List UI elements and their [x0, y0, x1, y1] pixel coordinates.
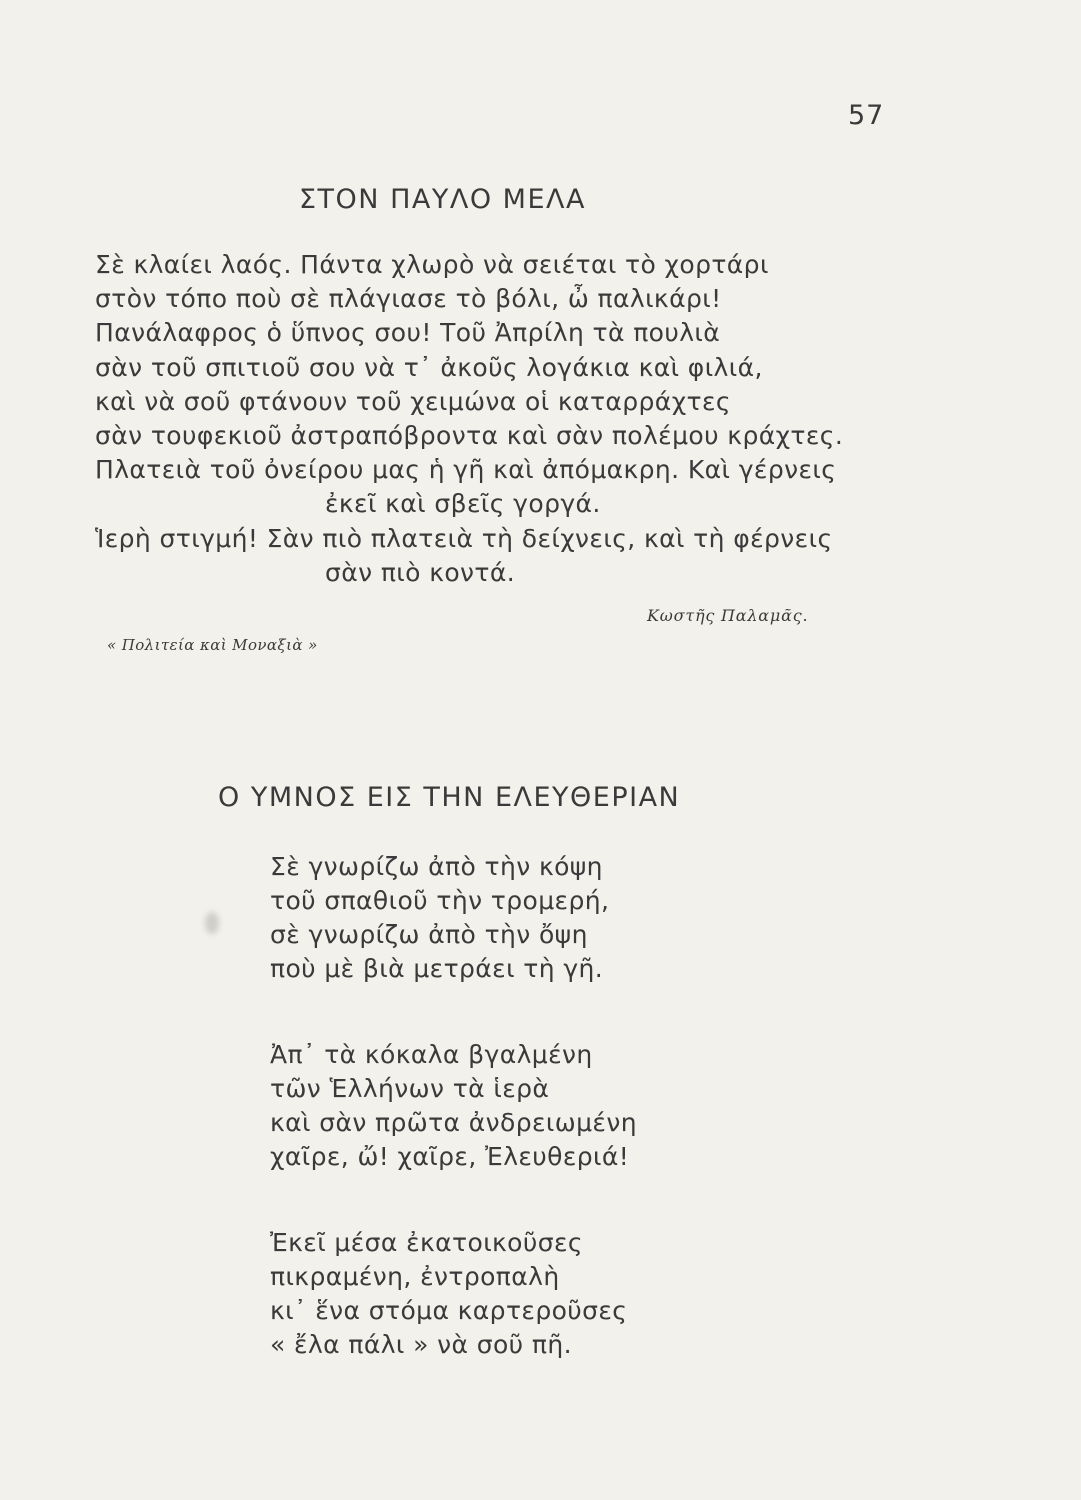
poem-line: χαῖρε, ὤ! χαῖρε, Ἐλευθεριά! [270, 1142, 630, 1171]
stanza [270, 1226, 970, 1362]
poem-line: στὸν τόπο ποὺ σὲ πλάγιασε τὸ βόλι, ὦ παλικάρι! [95, 284, 722, 314]
poem-line: τοῦ σπαθιοῦ τὴν τρομερή, [270, 886, 610, 915]
poem-line: ἐκεῖ καὶ σβεῖς γοργά. [325, 489, 601, 519]
poem-line: Σὲ κλαίει λαός. Πάντα χλωρὸ νὰ σειέται τὸ χορτάρι [95, 250, 769, 279]
poem-source: « Πολιτεία καὶ Μοναξιὰ » [107, 636, 318, 654]
poem-line: Ἀπ᾿ τὰ κόκαλα βγαλμένη [270, 1040, 593, 1069]
page-number: 57 [848, 100, 885, 131]
poem-line: Ἱερὴ στιγμή! Σὰν πιὸ πλατειὰ τὴ δείχνεις, καὶ τὴ φέρνεις [95, 523, 833, 553]
poem-line: σὰν πιὸ κοντά. [325, 557, 516, 587]
author-signature: Κωστῆς Παλαμᾶς. [647, 606, 809, 625]
poem-line: ποὺ μὲ βιὰ μετράει τὴ γῆ. [270, 954, 604, 983]
poem-line: καὶ νὰ σοῦ φτάνουν τοῦ χειμώνα οἱ καταρράχτες [95, 386, 731, 416]
poem-line: « ἔλα πάλι » νὰ σοῦ πῆ. [270, 1330, 572, 1359]
stanza [270, 1038, 970, 1174]
poem-title-ston-pavlo-mela: ΣΤΟΝ ΠΑΥΛΟ ΜΕΛΑ [299, 184, 586, 215]
poem-line: Ἐκεῖ μέσα ἐκατοικοῦσες [270, 1228, 583, 1257]
poem-line: σὰν τουφεκιοῦ ἀστραπόβροντα καὶ σὰν πολέμου κράχτες. [95, 420, 844, 450]
poem-line: κι᾽ ἕνα στόμα καρτεροῦσες [270, 1296, 628, 1325]
poem-line: Πανάλαφρος ὁ ὕπνος σου! Τοῦ Ἀπρίλη τὰ πουλιὰ [95, 318, 721, 348]
poem-line: σὲ γνωρίζω ἀπὸ τὴν ὄψη [270, 920, 588, 949]
poem-line: Πλατειὰ τοῦ ὀνείρου μας ἡ γῆ καὶ ἀπόμακρη. Καὶ γέρνεις [95, 455, 837, 485]
stanza [270, 850, 970, 986]
poem-line: Σὲ γνωρίζω ἀπὸ τὴν κόψη [270, 852, 603, 881]
poem-line: τῶν Ἑλλήνων τὰ ἱερὰ [270, 1074, 550, 1103]
ink-smudge [205, 912, 219, 934]
poem-title-ymnos-eis-tin-eleftherian: Ο ΥΜΝΟΣ ΕΙΣ ΤΗΝ ΕΛΕΥΘΕΡΙΑΝ [218, 782, 681, 813]
poem-ston-pavlo-mela [95, 248, 995, 590]
poem-line: σὰν τοῦ σπιτιοῦ σου νὰ τ᾽ ἀκοῦς λογάκια καὶ φιλιά, [95, 352, 763, 382]
poem-line: καὶ σὰν πρῶτα ἀνδρειωμένη [270, 1108, 637, 1137]
poem-line: πικραμένη, ἐντροπαλὴ [270, 1262, 560, 1291]
